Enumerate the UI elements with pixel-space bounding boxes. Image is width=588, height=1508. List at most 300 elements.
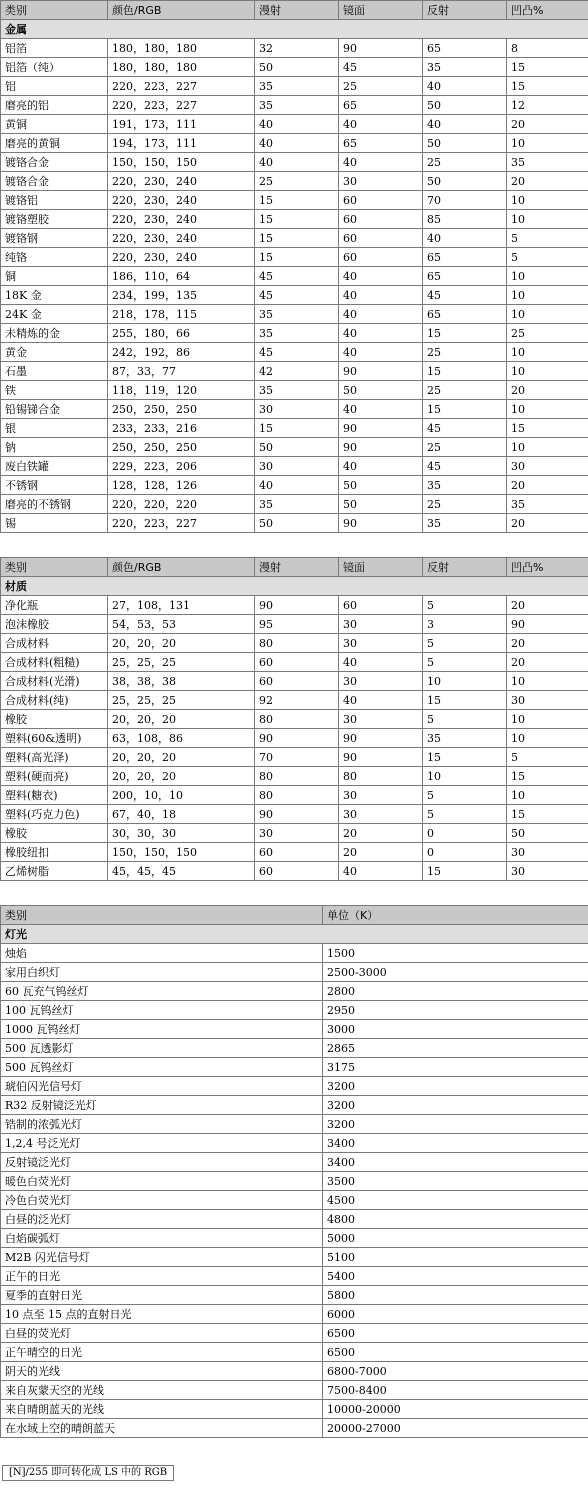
table-row-cell: 30 (507, 457, 588, 476)
table-row-cell: 45 (255, 286, 339, 305)
table-row (1, 805, 588, 824)
table-row-cell: 4500 (323, 1191, 588, 1210)
table-row-cell: 128，128，126 (108, 476, 255, 495)
table-row-cell: 30 (507, 843, 588, 862)
table-row (1, 229, 588, 248)
header-row-cell: 漫射 (255, 1, 339, 20)
table-row-cell: 60 (255, 653, 339, 672)
table-row-cell: 5 (423, 710, 507, 729)
table-row-cell: 泡沫橡胶 (1, 615, 108, 634)
table-row-cell: 90 (255, 729, 339, 748)
table-row-cell: 白昼的泛光灯 (1, 1210, 323, 1229)
table-row-cell: 90 (339, 748, 423, 767)
table-row-cell: 220，230，240 (108, 172, 255, 191)
table-row (1, 134, 588, 153)
table-row-cell: 15 (255, 210, 339, 229)
table-row-cell: 30 (339, 615, 423, 634)
table-row (1, 1172, 588, 1191)
table-row (1, 305, 588, 324)
table-row (1, 400, 588, 419)
table-row-cell: 200，10，10 (108, 786, 255, 805)
header-row-cell: 凹凸% (507, 558, 588, 577)
table-row-cell: 锡 (1, 514, 108, 533)
table-row (1, 191, 588, 210)
table-row-cell: 10000-20000 (323, 1400, 588, 1419)
table-row-cell: 35 (255, 77, 339, 96)
table-row-cell: 35 (423, 476, 507, 495)
table-row-cell: 2800 (323, 982, 588, 1001)
table-row-cell: 在水域上空的晴朗蓝天 (1, 1419, 323, 1438)
table-row-cell: 80 (255, 767, 339, 786)
table-row-cell: 3175 (323, 1058, 588, 1077)
table-row-cell: 25 (255, 172, 339, 191)
table-row (1, 1001, 588, 1020)
header-row-cell: 颜色/RGB (108, 558, 255, 577)
table-row-cell: 220，230，240 (108, 229, 255, 248)
table-row-cell: 塑料(糖衣) (1, 786, 108, 805)
table-row (1, 944, 588, 963)
table-row-cell: 30 (339, 634, 423, 653)
table-row (1, 1058, 588, 1077)
table-row-cell: 220，223，227 (108, 514, 255, 533)
table-row-cell: 70 (423, 191, 507, 210)
table-row (1, 1286, 588, 1305)
table-row-cell: 35 (423, 514, 507, 533)
table-row-cell: 255，180，66 (108, 324, 255, 343)
lights-table-body (1, 906, 588, 1438)
lights-table (0, 905, 588, 1438)
table-row-cell: 净化瓶 (1, 596, 108, 615)
table-row-cell: 3500 (323, 1172, 588, 1191)
section-title: 材质 (1, 577, 588, 596)
table-row (1, 476, 588, 495)
table-row-cell: 15 (507, 767, 588, 786)
table-row-cell: 24K 金 (1, 305, 108, 324)
table-row-cell: 40 (339, 267, 423, 286)
table-row-cell: 5 (423, 634, 507, 653)
table-row-cell: 来自晴朗蓝天的光线 (1, 1400, 323, 1419)
table-row-cell: 3200 (323, 1115, 588, 1134)
table-row-cell: 30 (339, 672, 423, 691)
table-row-cell: 35 (255, 324, 339, 343)
table-row-cell: 15 (507, 805, 588, 824)
table-row (1, 1096, 588, 1115)
table-row-cell: 10 (507, 729, 588, 748)
table-row-cell: 10 (507, 362, 588, 381)
table-row-cell: 25 (423, 153, 507, 172)
table-row-cell: 20，20，20 (108, 767, 255, 786)
table-row (1, 691, 588, 710)
table-row-cell: 5 (507, 748, 588, 767)
table-row-cell: 60 (339, 229, 423, 248)
table-row-cell: 琥伯闪光信号灯 (1, 1077, 323, 1096)
table-row-cell: 10 (507, 438, 588, 457)
table-row-cell: 10 (507, 210, 588, 229)
table-row-cell: 40 (423, 229, 507, 248)
table-row-cell: 50 (423, 96, 507, 115)
table-row (1, 634, 588, 653)
table-row-cell: 30 (339, 786, 423, 805)
table-row-cell: 90 (255, 596, 339, 615)
header-row-cell: 反射 (423, 558, 507, 577)
header-row-cell: 类别 (1, 906, 323, 925)
table-row-cell: 180，180，180 (108, 39, 255, 58)
table-row-cell: 54，53，53 (108, 615, 255, 634)
table-row-cell: 10 (507, 786, 588, 805)
table-row (1, 39, 588, 58)
table-row-cell: 40 (255, 476, 339, 495)
table-row-cell: 5 (423, 653, 507, 672)
table-row-cell: 20 (507, 514, 588, 533)
table-row-cell: 合成材料(粗糙) (1, 653, 108, 672)
table-row (1, 1362, 588, 1381)
table-row (1, 672, 588, 691)
table-row-cell: 25 (339, 77, 423, 96)
table-row-cell: 20 (507, 634, 588, 653)
table-row-cell: 25 (423, 495, 507, 514)
table-row-cell: 铅锡锑合金 (1, 400, 108, 419)
table-row (1, 438, 588, 457)
table-row-cell: 191，173，111 (108, 115, 255, 134)
table-row-cell: 186，110，64 (108, 267, 255, 286)
table-row-cell: 7500-8400 (323, 1381, 588, 1400)
table-row-cell: 90 (339, 39, 423, 58)
table-row-cell: 银 (1, 419, 108, 438)
table-row-cell: 45 (255, 267, 339, 286)
table-row-cell: 50 (339, 381, 423, 400)
table-row (1, 381, 588, 400)
table-row-cell: 10 (507, 672, 588, 691)
table-row-cell: 锆制的浓弧光灯 (1, 1115, 323, 1134)
table-row-cell: 50 (255, 438, 339, 457)
table-row-cell: 100 瓦钨丝灯 (1, 1001, 323, 1020)
table-row-cell: 50 (423, 134, 507, 153)
table-row (1, 1229, 588, 1248)
table-row-cell: 85 (423, 210, 507, 229)
table-row-cell: 20，20，20 (108, 748, 255, 767)
table-row-cell: 3200 (323, 1077, 588, 1096)
table-row-cell: 5 (423, 805, 507, 824)
table-row-cell: 65 (339, 96, 423, 115)
table-row-cell: 45 (423, 419, 507, 438)
table-row (1, 615, 588, 634)
table-row-cell: 20 (507, 115, 588, 134)
table-row-cell: 25 (423, 381, 507, 400)
table-row-cell: 25 (423, 343, 507, 362)
table-row-cell: 180，180，180 (108, 58, 255, 77)
table-row-cell: 2865 (323, 1039, 588, 1058)
table-row-cell: 35 (255, 381, 339, 400)
table-row-cell: 35 (507, 153, 588, 172)
table-row-cell: 夏季的直射日光 (1, 1286, 323, 1305)
table-row-cell: 0 (423, 824, 507, 843)
table-row-cell: 20，20，20 (108, 634, 255, 653)
table-row-cell: 60 (339, 248, 423, 267)
table-row-cell: 45，45，45 (108, 862, 255, 881)
table-row-cell: 15 (423, 748, 507, 767)
table-row-cell: 38，38，38 (108, 672, 255, 691)
table-row (1, 1267, 588, 1286)
table-row-cell: 150，150，150 (108, 843, 255, 862)
table-row-cell: 5800 (323, 1286, 588, 1305)
table-row-cell: 15 (423, 400, 507, 419)
table-row-cell: 15 (255, 248, 339, 267)
table-row-cell: 合成材料(纯) (1, 691, 108, 710)
table-row-cell: 6800-7000 (323, 1362, 588, 1381)
table-row-cell: 15 (507, 419, 588, 438)
table-row-cell: 10 (423, 767, 507, 786)
table-row-cell: 3400 (323, 1153, 588, 1172)
table-row-cell: 40 (339, 400, 423, 419)
table-row-cell: 镀铬塑胶 (1, 210, 108, 229)
table-row-cell: 35 (423, 729, 507, 748)
table-row-cell: 45 (423, 286, 507, 305)
table-row (1, 267, 588, 286)
table-row (1, 115, 588, 134)
table-row-cell: 镀铬铝 (1, 191, 108, 210)
table-row-cell: 60 (255, 843, 339, 862)
table-row-cell: 废白铁罐 (1, 457, 108, 476)
table-row-cell: 铝箔（纯） (1, 58, 108, 77)
table-row-cell: 2950 (323, 1001, 588, 1020)
table-row-cell: 25，25，25 (108, 653, 255, 672)
table-row-cell: 45 (339, 58, 423, 77)
header-row (1, 906, 588, 925)
table-row-cell: 10 (507, 400, 588, 419)
table-row-cell: 3000 (323, 1020, 588, 1039)
table-row-cell: 15 (507, 58, 588, 77)
table-row-cell: 10 (423, 672, 507, 691)
table-row-cell: 30 (255, 400, 339, 419)
header-row-cell: 反射 (423, 1, 507, 20)
table-row (1, 653, 588, 672)
section-title: 灯光 (1, 925, 588, 944)
materials-table (0, 557, 588, 881)
table-row (1, 1400, 588, 1419)
table-row (1, 729, 588, 748)
table-row-cell: 90 (339, 362, 423, 381)
table-row-cell: 18K 金 (1, 286, 108, 305)
table-row-cell: 32 (255, 39, 339, 58)
table-row-cell: 35 (507, 495, 588, 514)
table-row-cell: 220，230，240 (108, 210, 255, 229)
footer-note: [N]/255 即可转化成 LS 中的 RGB (2, 1465, 174, 1481)
table-row-cell: 60 (339, 210, 423, 229)
table-row-cell: 118，119，120 (108, 381, 255, 400)
table-row (1, 514, 588, 533)
table-row-cell: 60 (339, 596, 423, 615)
table-row (1, 1115, 588, 1134)
table-row-cell: 5 (423, 786, 507, 805)
table-row-cell: 30 (339, 805, 423, 824)
table-row-cell: 60 (255, 862, 339, 881)
table-row-cell: 65 (423, 267, 507, 286)
table-row-cell: 20 (507, 476, 588, 495)
table-row-cell: 塑料(高光泽) (1, 748, 108, 767)
table-row-cell: 乙烯树脂 (1, 862, 108, 881)
table-row-cell: 65 (423, 305, 507, 324)
table-row-cell: 15 (255, 419, 339, 438)
materials-table-body (1, 558, 588, 881)
table-row (1, 96, 588, 115)
table-row-cell: 冷色白荧光灯 (1, 1191, 323, 1210)
table-row-cell: 6500 (323, 1324, 588, 1343)
table-row-cell: 40 (339, 115, 423, 134)
table-row (1, 1191, 588, 1210)
table-row-cell: 塑料(硬而亮) (1, 767, 108, 786)
table-row-cell: 40 (339, 653, 423, 672)
header-row-cell: 单位（K） (323, 906, 588, 925)
table-row-cell: 65 (339, 134, 423, 153)
table-row-cell: 60 瓦充气钨丝灯 (1, 982, 323, 1001)
table-row-cell: 6500 (323, 1343, 588, 1362)
table-row-cell: 10 (507, 305, 588, 324)
table-row-cell: 70 (255, 748, 339, 767)
table-row (1, 710, 588, 729)
table-row-cell: 220，223，227 (108, 77, 255, 96)
table-row-cell: 3200 (323, 1096, 588, 1115)
header-row (1, 558, 588, 577)
table-row-cell: 磨亮的铝 (1, 96, 108, 115)
table-row-cell: 白昼的荧光灯 (1, 1324, 323, 1343)
table-row-cell: 20 (507, 381, 588, 400)
table-row-cell: 63，108，86 (108, 729, 255, 748)
table-row-cell: M2B 闪光信号灯 (1, 1248, 323, 1267)
table-row-cell: 30 (255, 824, 339, 843)
table-row-cell: 80 (255, 710, 339, 729)
table-row-cell: 20 (507, 653, 588, 672)
table-row (1, 824, 588, 843)
table-row-cell: 5 (507, 229, 588, 248)
table-row-cell: 40 (339, 691, 423, 710)
table-row-cell: 60 (255, 672, 339, 691)
table-row-cell: 铝箔 (1, 39, 108, 58)
table-row-cell: 20 (339, 824, 423, 843)
table-row-cell: 20 (507, 172, 588, 191)
table-row-cell: 10 (507, 191, 588, 210)
table-row (1, 1134, 588, 1153)
table-row-cell: 纯铬 (1, 248, 108, 267)
table-row-cell: 3 (423, 615, 507, 634)
table-row-cell: 不锈钢 (1, 476, 108, 495)
table-row-cell: 220，220，220 (108, 495, 255, 514)
table-row-cell: 橡胶 (1, 824, 108, 843)
table-row-cell: 橡胶纽扣 (1, 843, 108, 862)
table-row-cell: 250，250，250 (108, 438, 255, 457)
table-row-cell: 194，173，111 (108, 134, 255, 153)
table-row-cell: 90 (507, 615, 588, 634)
section-title-row (1, 20, 588, 39)
table-row-cell: 塑料(60&透明) (1, 729, 108, 748)
table-row (1, 1039, 588, 1058)
table-row (1, 286, 588, 305)
table-row-cell: 65 (423, 248, 507, 267)
table-row-cell: 铝 (1, 77, 108, 96)
table-row-cell: 合成材料 (1, 634, 108, 653)
table-row-cell: 5400 (323, 1267, 588, 1286)
table-row-cell: 15 (255, 229, 339, 248)
table-row-cell: 烛焰 (1, 944, 323, 963)
table-row-cell: 25 (423, 438, 507, 457)
table-row-cell: 40 (339, 862, 423, 881)
table-row-cell: 218，178，115 (108, 305, 255, 324)
table-row-cell: 90 (339, 514, 423, 533)
header-row-cell: 漫射 (255, 558, 339, 577)
table-row-cell: 20 (339, 843, 423, 862)
table-row-cell: 20 (507, 596, 588, 615)
table-row-cell: 15 (255, 191, 339, 210)
table-row-cell: 30 (507, 691, 588, 710)
table-row-cell: 40 (339, 457, 423, 476)
table-row (1, 1305, 588, 1324)
table-row (1, 324, 588, 343)
table-row-cell: 塑料(巧克力色) (1, 805, 108, 824)
table-row (1, 1077, 588, 1096)
table-row (1, 843, 588, 862)
table-row (1, 1020, 588, 1039)
table-row (1, 495, 588, 514)
table-row-cell: 25 (507, 324, 588, 343)
table-row-cell: 40 (339, 343, 423, 362)
table-row (1, 172, 588, 191)
table-row-cell: 45 (255, 343, 339, 362)
table-row-cell: 220，230，240 (108, 191, 255, 210)
table-row-cell: 8 (507, 39, 588, 58)
table-row-cell: 250，250，250 (108, 400, 255, 419)
table-row (1, 767, 588, 786)
table-row (1, 343, 588, 362)
table-row-cell: 90 (339, 729, 423, 748)
table-row-cell: 27，108，131 (108, 596, 255, 615)
table-row-cell: 10 (507, 710, 588, 729)
table-row-cell: 15 (423, 862, 507, 881)
table-row-cell: 50 (507, 824, 588, 843)
header-row-cell: 类别 (1, 558, 108, 577)
table-row (1, 862, 588, 881)
table-row-cell: 90 (339, 419, 423, 438)
table-row-cell: 家用白织灯 (1, 963, 323, 982)
table-row-cell: 磨亮的黄铜 (1, 134, 108, 153)
table-row-cell: 500 瓦透影灯 (1, 1039, 323, 1058)
table-row-cell: 1500 (323, 944, 588, 963)
table-row-cell: 10 (507, 267, 588, 286)
table-row (1, 1381, 588, 1400)
table-row-cell: 40 (339, 324, 423, 343)
table-row-cell: 10 (507, 343, 588, 362)
table-row-cell: 40 (255, 134, 339, 153)
table-row-cell: 500 瓦钨丝灯 (1, 1058, 323, 1077)
table-row-cell: 242，192，86 (108, 343, 255, 362)
table-row (1, 786, 588, 805)
table-row (1, 596, 588, 615)
table-row-cell: 67，40，18 (108, 805, 255, 824)
table-row-cell: 正午的日光 (1, 1267, 323, 1286)
table-row-cell: 80 (339, 767, 423, 786)
table-row-cell: 5000 (323, 1229, 588, 1248)
table-row-cell: 钠 (1, 438, 108, 457)
metals-table-body (1, 1, 588, 533)
table-row-cell: 80 (255, 634, 339, 653)
table-row-cell: 40 (255, 115, 339, 134)
table-row-cell: 4800 (323, 1210, 588, 1229)
table-row-cell: 220，223，227 (108, 96, 255, 115)
table-row (1, 58, 588, 77)
table-row-cell: 5 (423, 596, 507, 615)
header-row-cell: 镜面 (339, 558, 423, 577)
table-row-cell: 40 (255, 153, 339, 172)
table-row-cell: 铜 (1, 267, 108, 286)
table-row (1, 248, 588, 267)
